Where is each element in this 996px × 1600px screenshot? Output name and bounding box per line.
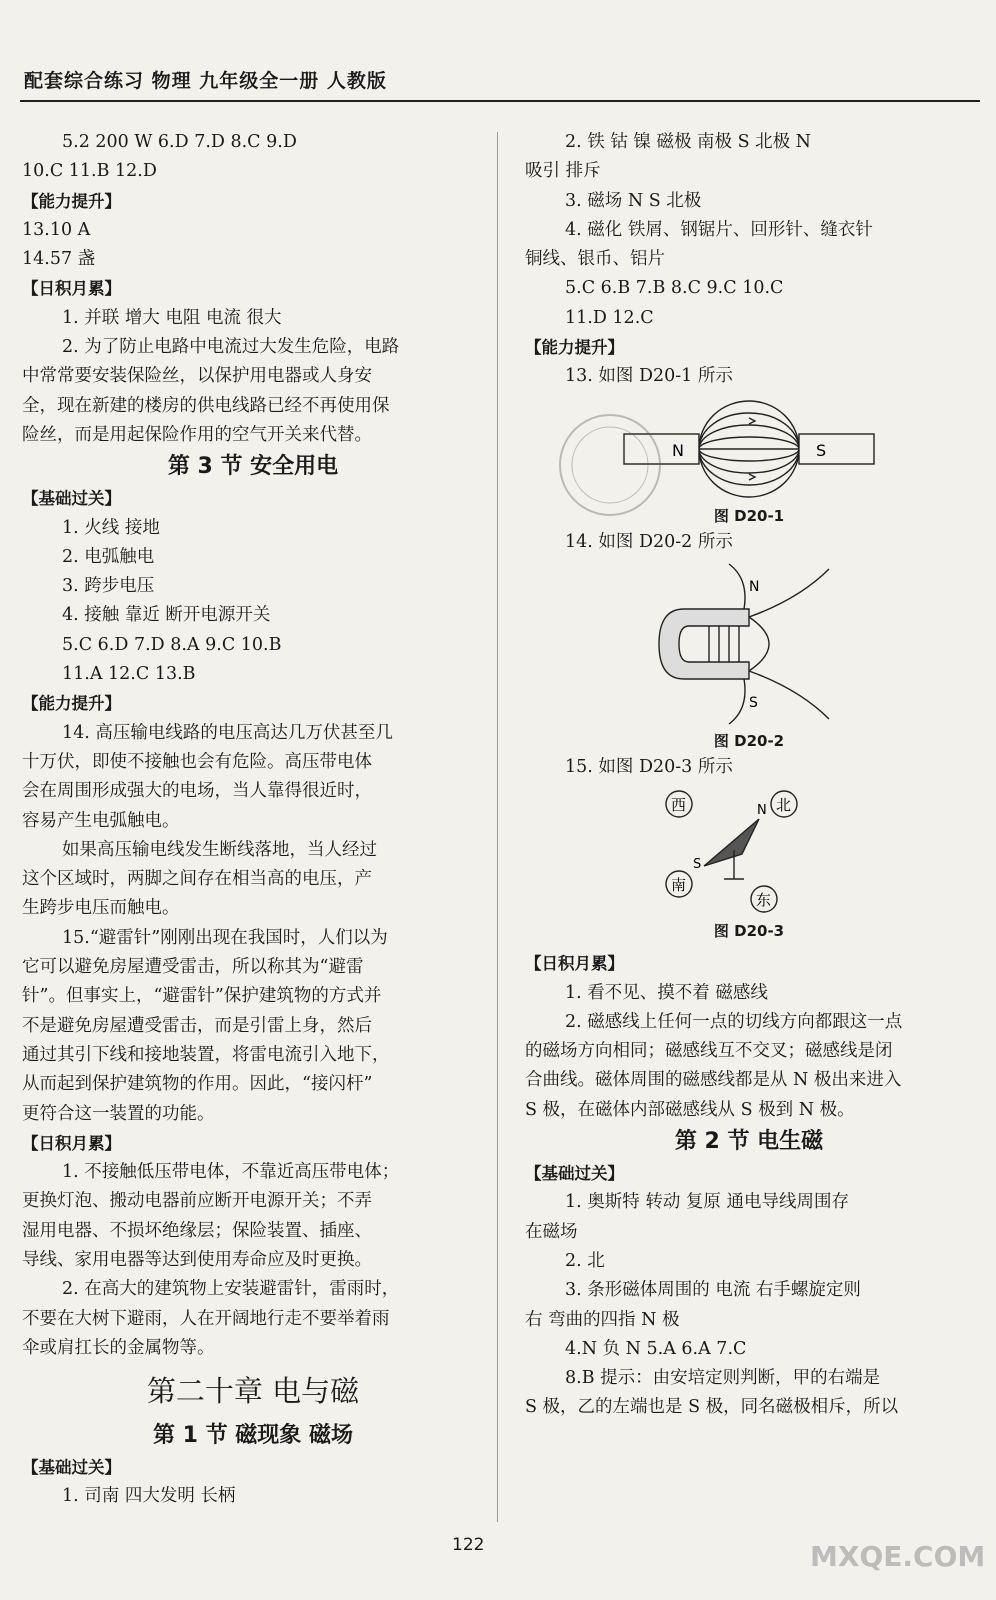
text-line: 11.A 12.C 13.B: [62, 664, 196, 685]
text-line: 合曲线。磁体周围的磁感线都是从 N 极出来进入: [525, 1070, 902, 1091]
text-line: 的磁场方向相同；磁感线互不交叉；磁感线是闭: [525, 1041, 893, 1062]
subsection-label: 【日积月累】: [22, 1133, 121, 1153]
text-line: 4.N 负 N 5.A 6.A 7.C: [565, 1338, 747, 1359]
text-line: 伞或肩扛长的金属物等。: [22, 1337, 215, 1358]
subsection-label: 【能力提升】: [22, 191, 121, 211]
text-line: 1. 看不见、摸不着 磁感线: [565, 982, 768, 1003]
text-line: 通过其引下线和接地装置，将雷电流引入地下，: [22, 1044, 390, 1065]
fig3-north: 北: [776, 796, 792, 815]
left-column: [22, 128, 484, 1512]
text-line: 针”。但事实上，“避雷针”保护建筑物的方式并: [22, 986, 382, 1007]
page-number: 122: [452, 1535, 485, 1555]
fig3-caption: 图 D20-3: [713, 922, 785, 941]
text-line: 导线、家用电器等达到使用寿命应及时更换。: [22, 1249, 372, 1270]
section-title: 第 1 节 磁现象 磁场: [153, 1423, 353, 1449]
fig1-n-label: N: [672, 440, 684, 460]
text-line: 右 弯曲的四指 N 极: [525, 1309, 680, 1330]
figure-d20-3: [649, 784, 849, 919]
stamp-mark: [555, 410, 665, 520]
q14-line: 14. 如图 D20-2 所示: [565, 531, 733, 552]
text-line: 2. 北: [565, 1250, 605, 1271]
fig2-n-label: N: [749, 578, 760, 595]
text-line: 1. 司南 四大发明 长柄: [62, 1486, 236, 1507]
text-line: 2. 磁感线上任何一点的切线方向都跟这一点: [565, 1011, 903, 1032]
text-line: 3. 跨步电压: [62, 576, 155, 597]
section-title: 第 2 节 电生磁: [674, 1129, 824, 1155]
fig2-caption: 图 D20-2: [713, 731, 785, 750]
text-line: 15.“避雷针”刚刚出现在我国时，人们以为: [62, 927, 388, 948]
text-line: 2. 铁 钴 镍 磁极 南极 S 北极 N: [565, 132, 811, 152]
text-line: 1. 并联 增大 电阻 电流 很大: [62, 307, 282, 328]
text-line: 如果高压输电线发生断线落地，当人经过: [62, 839, 377, 860]
text-line: 在磁场: [525, 1221, 578, 1242]
fig1-s-label: S: [816, 440, 827, 460]
text-line: 这个区域时，两脚之间存在相当高的电压，产: [22, 869, 372, 890]
text-line: 13. 如图 D20-1 所示: [565, 366, 733, 387]
section-title: 第 3 节 安全用电: [167, 454, 339, 480]
right-column: [525, 128, 973, 1423]
text-line: 中常常要安装保险丝，以保护用电器或人身安: [22, 366, 372, 387]
text-line: 铜线、银币、铝片: [525, 249, 665, 270]
column-divider: [497, 132, 498, 1522]
text-line: 不要在大树下避雨，人在开阔地行走不要举着雨: [22, 1308, 390, 1329]
text-line: 从而起到保护建筑物的作用。因此，“接闪杆”: [22, 1074, 373, 1095]
text-line: 8.B 提示：由安培定则判断，甲的右端是: [565, 1368, 881, 1389]
text-line: 吸引 排斥: [525, 161, 601, 182]
text-line: 更换灯泡、搬动电器前应断开电源开关；不弄: [22, 1191, 372, 1212]
text-line: 全，现在新建的楼房的供电线路已经不再使用保: [22, 395, 390, 416]
fig2-s-label: S: [749, 694, 758, 711]
subsection-label: 【基础过关】: [22, 489, 121, 509]
text-line: 10.C 11.B 12.D: [22, 161, 157, 182]
text-line: 13.10 A: [22, 219, 91, 240]
text-line: 5.2 200 W 6.D 7.D 8.C 9.D: [62, 132, 297, 152]
subsection-label: 【日积月累】: [22, 279, 121, 299]
text-line: 14.57 盏: [22, 249, 96, 270]
text-line: 十万伏，即使不接触也会有危险。高压带电体: [22, 751, 372, 772]
right-bottom-block: [525, 949, 973, 1422]
chapter-title: 第二十章 电与磁: [146, 1374, 360, 1409]
subsection-label: 【日积月累】: [525, 954, 624, 974]
text-line: 5.C 6.D 7.D 8.A 9.C 10.B: [62, 634, 282, 655]
header-rule: [20, 100, 980, 102]
fig3-east: 东: [756, 891, 772, 910]
subsection-label: 【能力提升】: [22, 694, 121, 714]
text-line: 它可以避免房屋遭受雷击，所以称其为“避雷: [22, 957, 364, 978]
watermark-text: MXQE.COM: [810, 1540, 986, 1573]
subsection-label: 【基础过关】: [22, 1458, 121, 1478]
text-line: 生跨步电压而触电。: [22, 898, 180, 919]
fig3-n: N: [757, 803, 767, 819]
text-line: 1. 不接触低压带电体，不靠近高压带电体；: [62, 1162, 400, 1183]
text-line: S 极，在磁体内部磁感线从 S 极到 N 极。: [525, 1099, 855, 1120]
fig1-caption: 图 D20-1: [713, 506, 785, 525]
subsection-label: 【基础过关】: [525, 1164, 624, 1184]
text-line: 2. 为了防止电路中电流过大发生危险，电路: [62, 337, 400, 358]
fig3-s: S: [693, 857, 702, 873]
fig3-west: 西: [671, 796, 687, 815]
page-header: 配套综合练习 物理 九年级全一册 人教版: [24, 70, 387, 92]
text-line: 1. 火线 接地: [62, 517, 160, 538]
text-line: S 极，乙的左端也是 S 极，同名磁极相斥，所以: [525, 1397, 899, 1418]
text-line: 容易产生电弧触电。: [22, 810, 180, 831]
q15-line: 15. 如图 D20-3 所示: [565, 756, 733, 777]
text-line: 2. 电弧触电: [62, 546, 155, 567]
text-line: 2. 在高大的建筑物上安装避雷针，雷雨时，: [62, 1279, 400, 1300]
text-line: 会在周围形成强大的电场，当人靠得很近时，: [22, 781, 372, 802]
text-line: 14. 高压输电线路的电压高达几万伏甚至几: [62, 722, 393, 743]
text-line: 1. 奥斯特 转动 复原 通电导线周围存: [565, 1192, 849, 1213]
figure-d20-2: [649, 559, 849, 729]
text-line: 4. 接触 靠近 断开电源开关: [62, 605, 271, 626]
text-line: 险丝，而是用起保险作用的空气开关来代替。: [22, 424, 372, 445]
text-line: 3. 磁场 N S 北极: [565, 190, 702, 211]
text-line: 4. 磁化 铁屑、钢锯片、回形针、缝衣针: [565, 219, 873, 240]
text-line: 11.D 12.C: [565, 307, 654, 328]
text-line: 湿用电器、不损坏绝缘层；保险装置、插座、: [22, 1220, 372, 1241]
fig3-south: 南: [671, 876, 687, 895]
text-line: 3. 条形磁体周围的 电流 右手螺旋定则: [565, 1280, 861, 1301]
text-line: 5.C 6.B 7.B 8.C 9.C 10.C: [565, 278, 784, 299]
text-line: 不是避免房屋遭受雷击，而是引雷上身，然后: [22, 1015, 372, 1036]
subsection-label: 【能力提升】: [525, 338, 624, 358]
text-line: 更符合这一装置的功能。: [22, 1103, 215, 1124]
right-top-block: [525, 128, 973, 392]
